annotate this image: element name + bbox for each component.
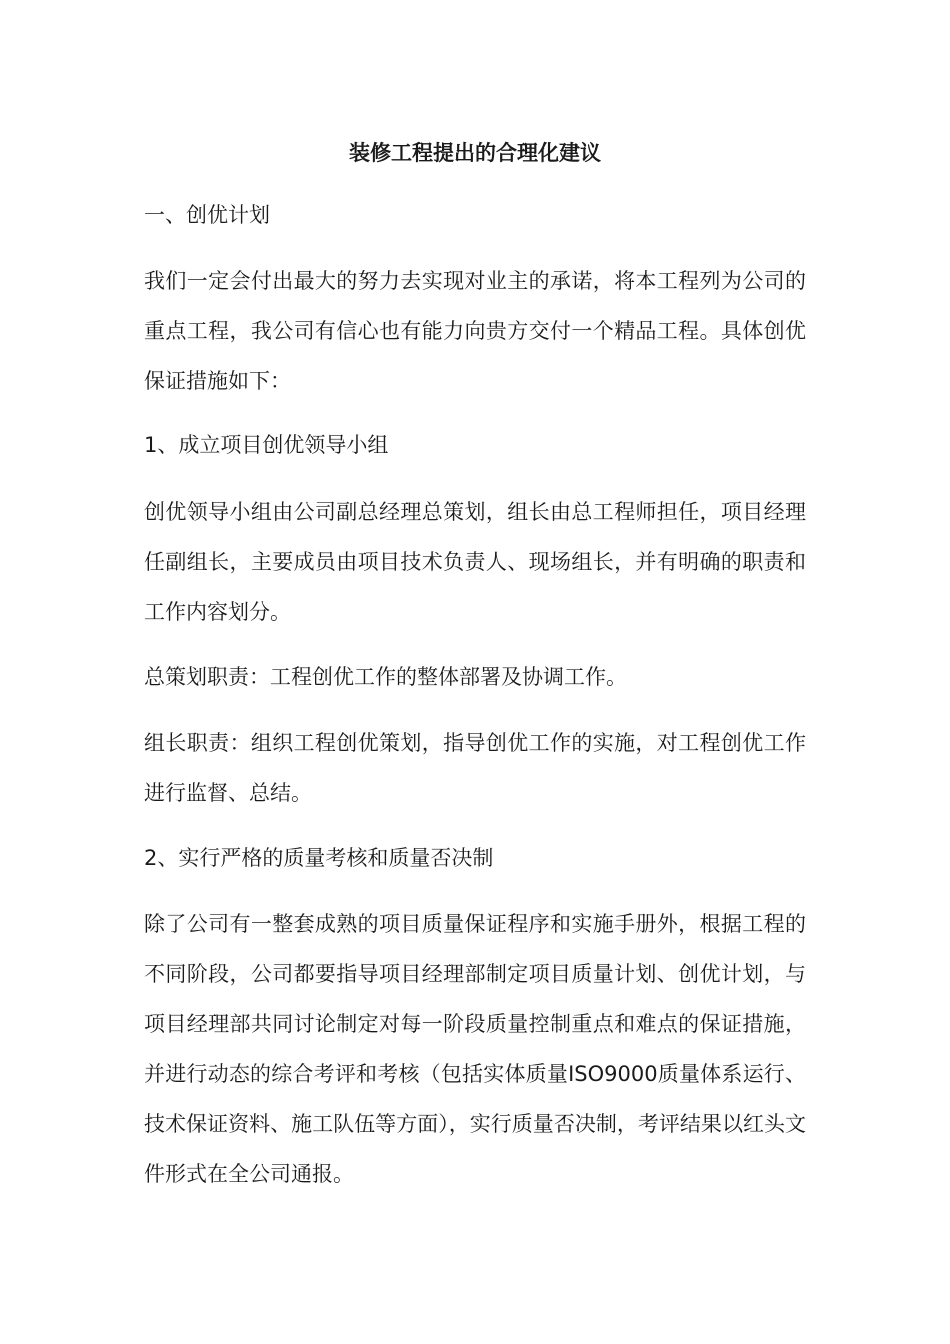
paragraph-3: 总策划职责：工程创优工作的整体部署及协调工作。 xyxy=(144,665,627,689)
document-title: 装修工程提出的合理化建议 xyxy=(349,141,601,165)
subheading-2: 2、实行严格的质量考核和质量否决制 xyxy=(144,846,494,870)
subheading-1: 1、成立项目创优领导小组 xyxy=(144,433,389,457)
section-heading-1: 一、创优计划 xyxy=(144,203,270,227)
paragraph-5: 除了公司有一整套成熟的项目质量保证程序和实施手册外，根据工程的不同阶段，公司都要指导项目经理部制定项目质量计划、创优计划，与项目经理部共同讨论制定对每一阶段质量控制重点和难点的保证措施，并进行动态的综合考评和考核（包括实体质量ISO9000质量体系运行、技术保证资料、施工队伍等方面），实行质量否决制，考评结果以红头文件形式在全公司通报。 xyxy=(144,912,806,1186)
paragraph-1: 我们一定会付出最大的努力去实现对业主的承诺，将本工程列为公司的重点工程，我公司有信心也有能力向贵方交付一个精品工程。具体创优保证措施如下： xyxy=(144,269,806,393)
paragraph-4: 组长职责：组织工程创优策划，指导创优工作的实施，对工程创优工作进行监督、总结。 xyxy=(144,731,806,805)
paragraph-2: 创优领导小组由公司副总经理总策划，组长由总工程师担任，项目经理任副组长，主要成员由项目技术负责人、现场组长，并有明确的职责和工作内容划分。 xyxy=(144,500,806,624)
